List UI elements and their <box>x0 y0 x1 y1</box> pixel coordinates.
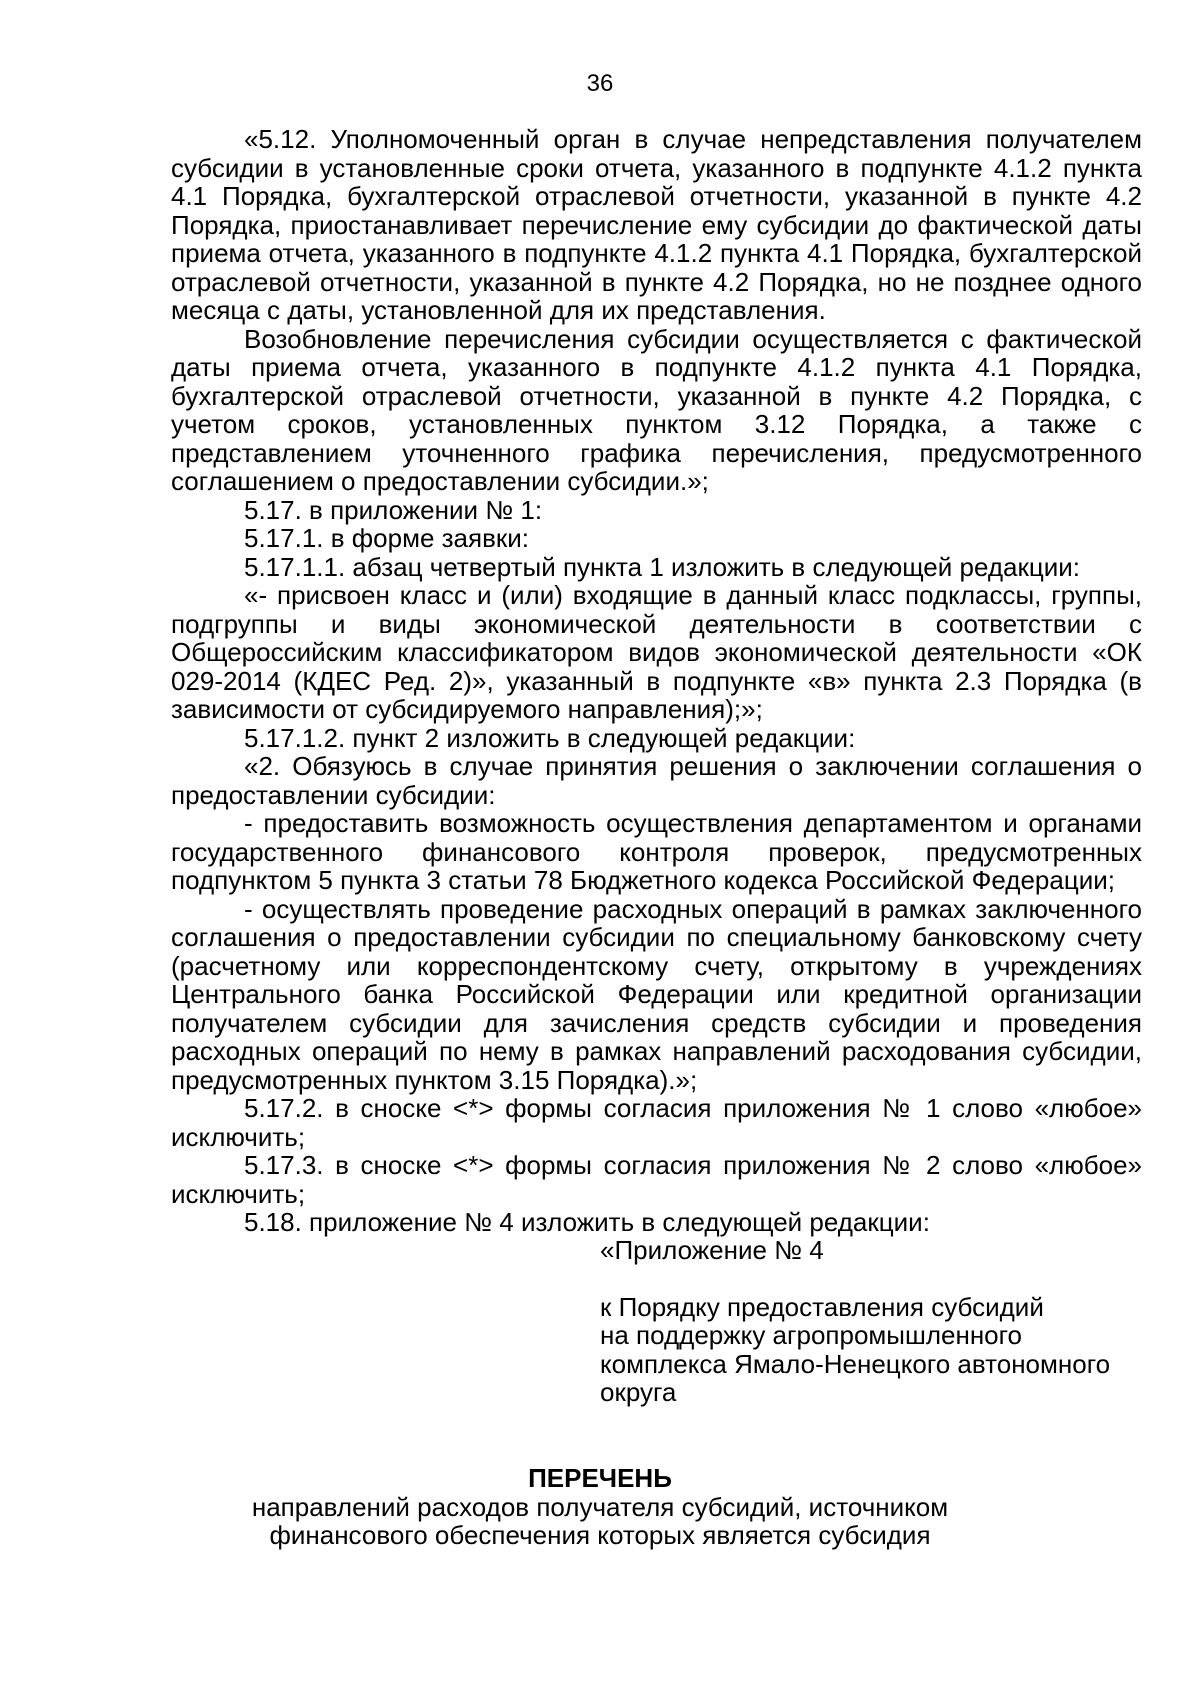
paragraph-inspection: - предоставить возможность осуществления департаментом и органами государственного финансового контроля проверок, предусмотренных подпунктом 5 пункта 3 статьи 78 Бюджетного кодекса Российской Федерации; <box>171 808 1142 895</box>
list-subtitle-line: финансового обеспечения которых является субсидия <box>269 1520 931 1550</box>
paragraph-resumption: Возобновление перечисления субсидии осуществляется с фактической даты приема отчета, указанного в подпункте 4.1.2 пункта 4.1 Порядка, бухгалтерской отраслевой отчетности, указанной в пункте 4.2 Порядка, с учетом сроков, установленных пунктом 3.12 Порядка, а также с представлением уточненного графика перечисления, предусмотренного соглашением о предоставлении субсидии.»; <box>171 323 1142 496</box>
paragraph-5-12: «5.12. Уполномоченный орган в случае непредставления получателем субсидии в установленные сроки отчета, указанного в подпункте 4.1.2 пункта 4.1 Порядка, бухгалтерской отраслевой отчетности, указанной в пункте 4.2 Порядка, приостанавливает перечисление ему субсидии до фактической даты приема отчета, указанного в подпункте 4.1.2 пункта 4.1 Порядка, бухгалтерской отраслевой отчетности, указанной в пункте 4.2 Порядка, но не позднее одного месяца с даты, установленной для их представления. <box>171 124 1142 325</box>
paragraph-5-17-1-2: 5.17.1.2. пункт 2 изложить в следующей редакции: <box>244 722 856 753</box>
paragraph-5-17: 5.17. в приложении № 1: <box>244 494 543 525</box>
paragraph-5-18: 5.18. приложение № 4 изложить в следующей редакции: <box>244 1207 930 1237</box>
paragraph-5-17-1-1: 5.17.1.1. абзац четвертый пункта 1 изложить в следующей редакции: <box>244 551 1081 582</box>
document-body <box>171 125 1142 1237</box>
paragraph-5-17-3: 5.17.3. в сноске <*> формы согласия приложения № 2 слово «любое» исключить; <box>171 1150 1142 1209</box>
appendix-caption-line: к Порядку предоставления субсидий <box>600 1291 1044 1322</box>
list-title-block <box>0 1464 1200 1550</box>
list-heading: ПЕРЕЧЕНЬ <box>528 1463 672 1493</box>
appendix-caption-line: округа <box>600 1377 677 1407</box>
paragraph-obligation: «2. Обязуюсь в случае принятия решения о заключении соглашения о предоставлении субсидии: <box>171 751 1142 810</box>
paragraph-class-assigned: «- присвоен класс и (или) входящие в данный класс подклассы, группы, подгруппы и виды экономической деятельности в соответствии с Общероссийским классификатором видов экономической деятельности «ОК 029-2014 (КДЕС Ред. 2)», указанный в подпункте «в» пункта 2.3 Порядка (в зависимости от субсидируемого направления);»; <box>171 580 1142 724</box>
page-number: 36 <box>586 70 614 97</box>
appendix-caption <box>600 1293 1140 1407</box>
appendix-caption-line: на поддержку агропромышленного <box>600 1320 1023 1350</box>
paragraph-5-17-2: 5.17.2. в сноске <*> формы согласия приложения № 1 слово «любое» исключить; <box>171 1093 1142 1152</box>
paragraph-5-17-1: 5.17.1. в форме заявки: <box>244 523 530 553</box>
paragraph-expenses: - осуществлять проведение расходных операций в рамках заключенного соглашения о предоставлении субсидии по специальному банковскому счету (расчетному или корреспондентскому счету, открытому в учреждениях Центрального банка Российской Федерации или кредитной организации получателем субсидии для зачисления средств субсидии и проведения расходных операций по нему в рамках направлений расходования субсидии, предусмотренных пунктом 3.15 Порядка).»; <box>171 893 1142 1095</box>
appendix-block <box>600 1236 1140 1407</box>
list-subtitle-line: направлений расходов получателя субсидий, источником <box>251 1491 949 1522</box>
appendix-label: «Приложение № 4 <box>600 1235 824 1265</box>
appendix-caption-line: комплекса Ямало-Ненецкого автономного <box>600 1348 1111 1379</box>
